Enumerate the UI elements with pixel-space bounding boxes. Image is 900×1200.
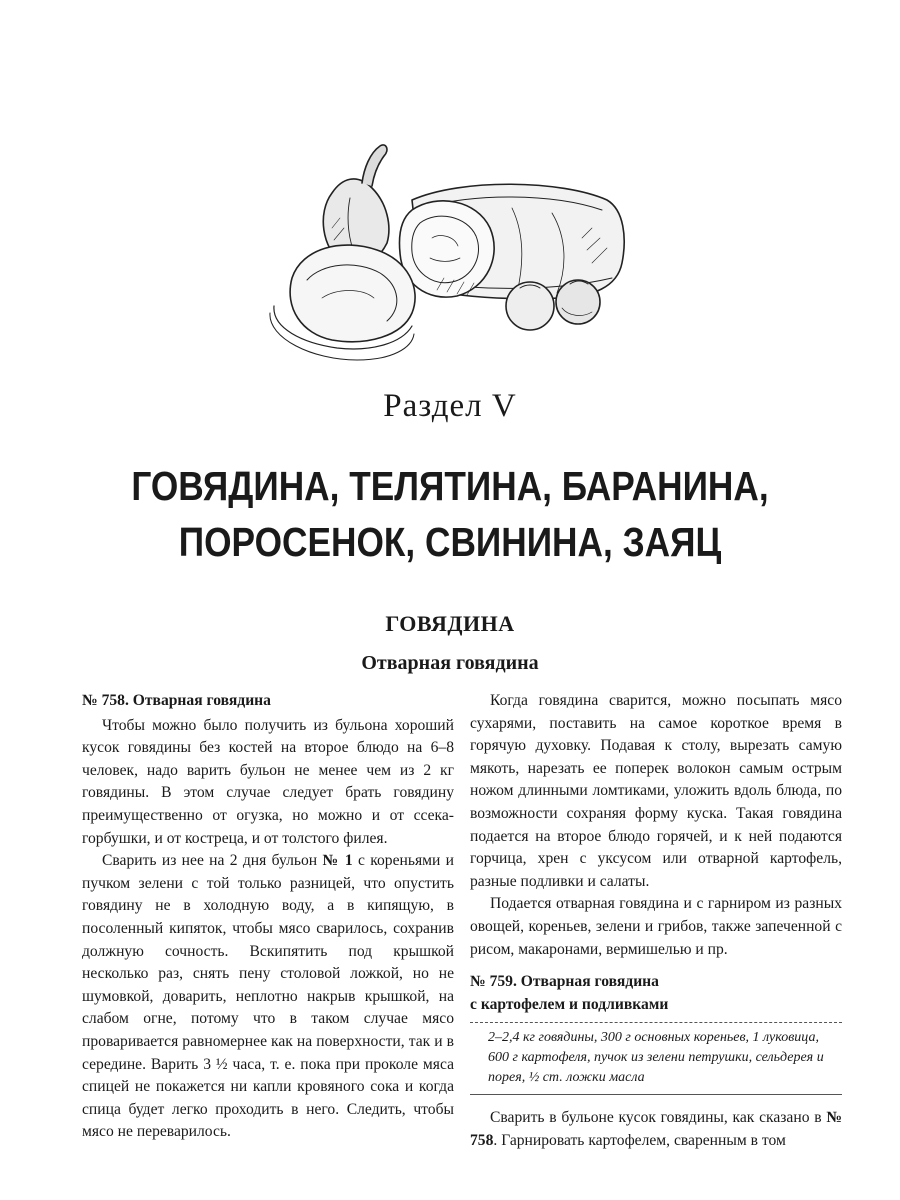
recipe-758-paragraph-2-start: Сварить из нее на 2 дня бульон <box>102 852 323 870</box>
recipe-reference: № 758 <box>470 1109 842 1149</box>
subsection-subtitle: Отварная говядина <box>361 652 539 674</box>
recipe-758-paragraph-2-end: с кореньями и пучком зелени с той только разницей, что опустить говядину не в холодную воду, а в кипящую, в посоленный кипяток, чтобы мясо сварилось, сохранив должную сочность. Вскипятить под крышкой несколько раз, снять пену столовой ложкой, но не шумовкой, доварить, неплотно накрыв крышкой, на слабом огне, потому что в таком случае мясо проваривается равномернее как на поверхности, так и в середине. Варить 3 ½ часа, т. е. пока при проколе мяса спицей не покажется ни капли кровяного сока и когда спица будет легко проходить в него. Следить, чтобы мясо не переварилось. <box>82 852 455 1141</box>
recipe-759-heading <box>470 971 842 1016</box>
chapter-title-line-2: ПОРОСЕНОК, СВИНИНА, ЗАЯЦ <box>178 519 722 565</box>
recipe-759-ingredients: 2–2,4 кг говядины, 300 г основных кореньев, 1 луковица, 600 г картофеля, пучок из зелени петрушки, сельдерея и порея, ½ ст. ложки масла <box>470 1022 842 1095</box>
recipe-758-paragraph-2 <box>82 850 454 1144</box>
recipe-758-paragraph-4: Подается отварная говядина и с гарниром из разных овощей, кореньев, зелени и грибов, также запеченной с рисом, макаронами, вермишелью и пр. <box>470 895 842 958</box>
recipe-759-paragraph-1 <box>470 1107 842 1152</box>
chapter-title <box>63 458 837 570</box>
section-label: Раздел V <box>383 388 517 424</box>
recipe-759-paragraph-1-start: Сварить в бульоне кусок говядины, как сказано в <box>490 1109 827 1127</box>
recipe-reference: № 1 <box>322 852 353 870</box>
recipe-758-paragraph-1: Чтобы можно было получить из бульона хороший кусок говядины без костей на второе блюдо на 6–8 человек, надо варить бульон не менее чем из 2 кг говядины. В этом случае следует брать говядину преимущественно от огузка, но можно и от ссека-горбушки, и от костреца, и от толстого филея. <box>82 716 454 847</box>
subsection-heading: ГОВЯДИНА <box>385 611 515 636</box>
recipe-759-heading-line-1: № 759. Отварная говядина <box>470 973 659 991</box>
recipe-758-paragraph-3: Когда говядина сварится, можно посыпать мясо сухарями, поставить на самое короткое время в горячую духовку. Подавая к столу, вырезать самую мякоть, нарезать ее поперек волокон самым острым ножом длинными ломтиками, уложить вдоль блюда, по возможности сохраняя форму куска. Такая говядина подается на второе блюдо горячей, и к ней подаются горчица, хрен с уксусом или отварной картофель, разные подливки и салаты. <box>470 692 842 890</box>
chapter-title-line-1: ГОВЯДИНА, ТЕЛЯТИНА, БАРАНИНА, <box>131 463 769 509</box>
left-column <box>82 690 454 1144</box>
recipe-759-paragraph-1-end: . Гарнировать картофелем, сваренным в том <box>493 1131 786 1149</box>
recipe-758-heading: № 758. Отварная говядина <box>82 692 271 709</box>
right-column <box>470 690 842 1153</box>
meat-and-vegetables-engraving-illustration <box>262 138 634 370</box>
recipe-759-heading-line-2: с картофелем и подливками <box>470 995 669 1013</box>
